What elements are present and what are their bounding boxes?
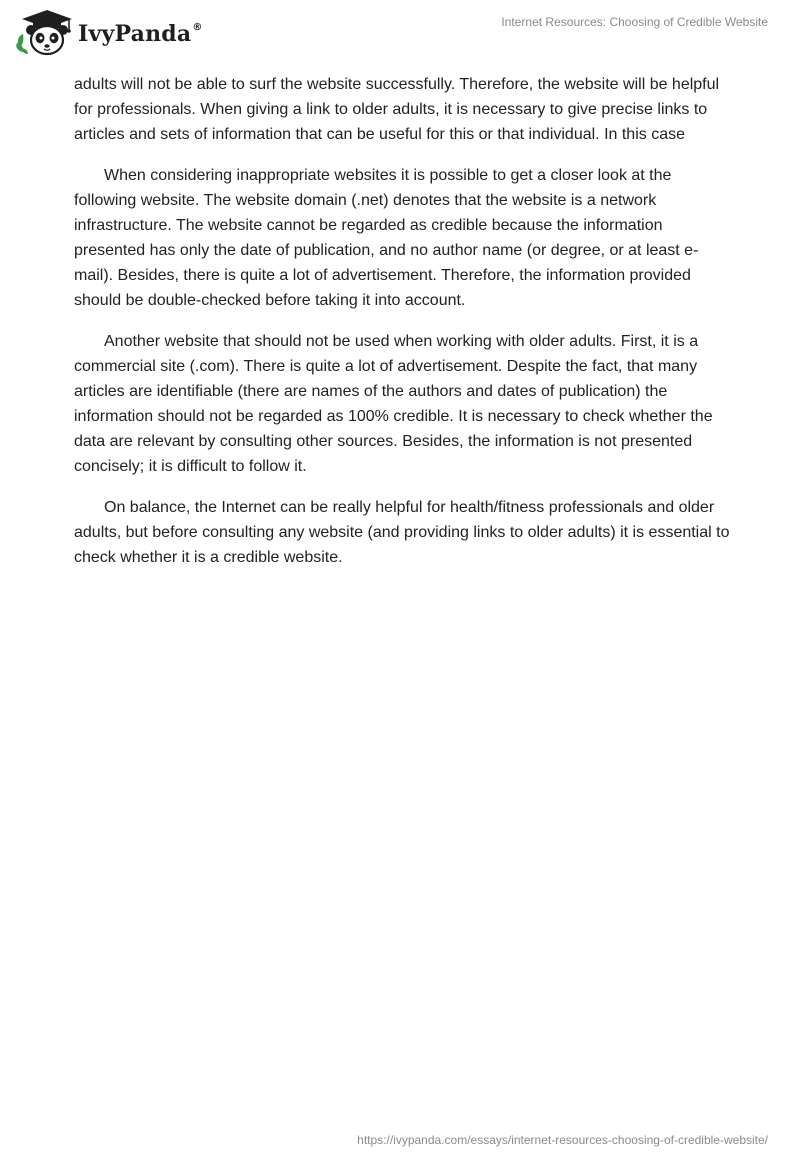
paragraph: adults will not be able to surf the website successfully. Therefore, the website will be helpful for professionals. When giving a link to older adults, it is necessary to give precise links to articles and sets of information that can be useful for this or that individual. In this case <box>74 76 720 143</box>
ivypanda-logo[interactable] <box>14 8 203 56</box>
paragraph: When considering inappropriate websites it is possible to get a closer look at the following website. The website domain (.net) denotes that the website is a network infrastructure. The website cannot be regarded as credible because the information presented has only the date of publication, and no author name (or degree, or at least e-mail). Besides, there is quite a lot of advertisement. Therefore, the information provided should be double-checked before taking it into account. <box>74 167 699 309</box>
paragraph: On balance, the Internet can be really helpful for health/fitness professionals and older adults, but before consulting any website (and providing links to older adults) it is essential to check whether it is a credible website. <box>74 499 730 566</box>
document-title: Internet Resources: Choosing of Credible Website <box>501 15 768 29</box>
source-url[interactable]: https://ivypanda.com/essays/internet-resources-choosing-of-credible-website/ <box>357 1133 768 1147</box>
page-header <box>0 0 800 66</box>
registered-mark: ® <box>192 21 203 33</box>
brand-name-text: IvyPanda <box>78 21 192 47</box>
brand-name <box>78 21 203 47</box>
panda-graduation-cap-icon <box>14 8 76 56</box>
essay-body <box>74 72 734 586</box>
paragraph: Another website that should not be used when working with older adults. First, it is a commercial site (.com). There is quite a lot of advertisement. Despite the fact, that many articles are identifiable (there are names of the authors and dates of publication) the information should not be regarded as 100% credible. It is necessary to check whether the data are relevant by consulting other sources. Besides, the information is not presented concisely; it is difficult to follow it. <box>74 333 713 475</box>
